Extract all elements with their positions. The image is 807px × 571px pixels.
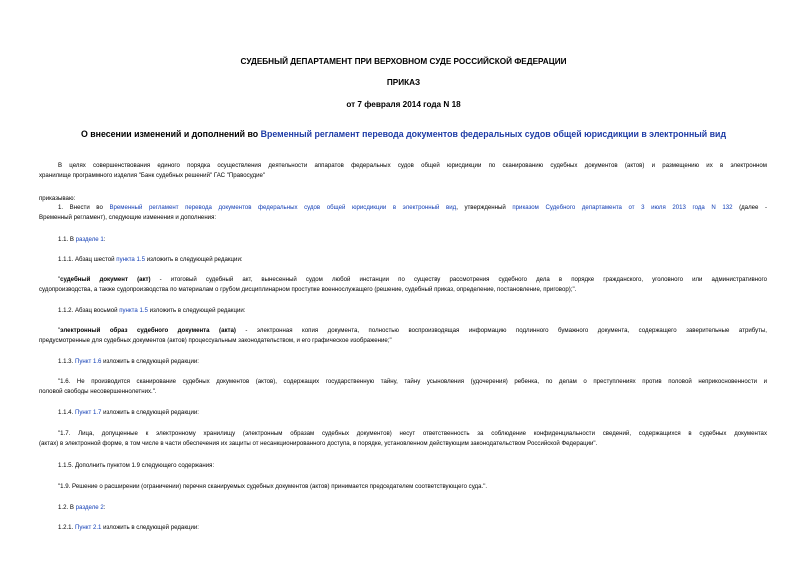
title-prefix: О внесении изменений и дополнений во bbox=[80, 129, 261, 139]
item-1-1-text-a: 1.1. В bbox=[58, 236, 76, 243]
item-1-1-4-text-b: изложить в следующей редакции: bbox=[101, 409, 199, 416]
item-1-1-4 bbox=[58, 408, 199, 418]
item-1-1-4-text-a: 1.1.4. bbox=[58, 409, 75, 416]
title-regulation-link[interactable]: Временный регламент перевода документов федеральных судов общей юрисдикции в электронный вид bbox=[260, 129, 727, 139]
point-1-6-link[interactable]: Пункт 1.6 bbox=[74, 358, 102, 365]
regulation-link[interactable]: Временный регламент перевода документов федеральных судов общей юрисдикции в электронный вид bbox=[109, 204, 457, 211]
quote-3-line-2: половой свободы несовершеннолетних.". bbox=[39, 388, 157, 395]
item-1-1-5: 1.1.5. Дополнить пунктом 1.9 следующего содержания: bbox=[58, 462, 215, 469]
quote-2-open: " bbox=[58, 327, 61, 334]
item-1-2-1 bbox=[58, 523, 199, 533]
item-1-1-2 bbox=[58, 306, 245, 316]
order-132-link[interactable]: приказом Судебного департамента от 3 июля 2013 года N 132 bbox=[512, 204, 733, 211]
item-1-2-1-text-a: 1.2.1. bbox=[58, 524, 75, 531]
point-1-5-link-2[interactable]: пункта 1.5 bbox=[119, 307, 148, 314]
quote-2-line-2: предусмотренные для судебных документов (актов) процессуальным законодательством, и его графическое изображение;" bbox=[39, 337, 392, 344]
quote-4-line-1: "1.7. Лица, допущенные к электронному хранилищу (электронным образам судебных документов) несут ответственность за соблюдение конфиденциальности сведений, содержащихся в судебных документах bbox=[58, 430, 767, 437]
document-type-heading: ПРИКАЗ bbox=[386, 78, 421, 87]
quote-1-text: - итоговый судебный акт, вынесенный судом любой инстанции по существу рассмотрения судебного дела в порядке гражданского, уголовного или административного bbox=[150, 276, 768, 283]
point-2-1-link[interactable]: Пункт 2.1 bbox=[74, 524, 102, 531]
item-1-text-b: , утвержденный bbox=[456, 204, 513, 211]
document-date-number: от 7 февраля 2014 года N 18 bbox=[346, 100, 461, 109]
section-1-link[interactable]: разделе 1 bbox=[75, 236, 104, 243]
quote-1-line-1 bbox=[58, 275, 767, 285]
item-1-1-1 bbox=[58, 255, 243, 265]
item-1-line-1 bbox=[58, 203, 767, 213]
item-1-2-text-a: 1.2. В bbox=[58, 504, 76, 511]
item-1-text-c: (далее - bbox=[732, 204, 768, 211]
item-1-2-text-b: : bbox=[103, 504, 106, 511]
item-1-1-3-text-a: 1.1.3. bbox=[58, 358, 75, 365]
quote-4-line-2: (актах) в электронной форме, в том числе в части обеспечения их защиты от несанкционированного доступа, в порядке, установленном действующим законодательством Российской Федерации". bbox=[39, 440, 598, 447]
term-electronic-image: электронный образ судебного документа (акта) bbox=[60, 327, 236, 334]
quote-1-line-2: судопроизводства, а также судопроизводства по материалам о грубом дисциплинарном проступке военнослужащего (решение, судебный приказ, определение, постановление, приговор);". bbox=[39, 286, 577, 293]
quote-3-line-1: "1.6. Не производится сканирование судебных документов (актов), содержащих государственную тайну, тайну усыновления (удочерения) ребенка, по делам о преступлениях против половой неприкосновенности и bbox=[58, 378, 767, 385]
preamble-line-2: хранилище программного изделия "Банк судебных решений" ГАС "Правосудие" bbox=[39, 172, 266, 179]
quote-2-text: - электронная копия документа, полностью воспроизводящая информацию подлинного бумажного документа, содержащего заверительные атрибуты, bbox=[235, 327, 768, 334]
point-1-7-link[interactable]: Пункт 1.7 bbox=[74, 409, 102, 416]
quote-2-line-1 bbox=[58, 326, 767, 336]
item-1-1-3 bbox=[58, 357, 199, 367]
order-word: приказываю: bbox=[39, 195, 76, 202]
item-1-1-1-text-b: изложить в следующей редакции: bbox=[145, 256, 243, 263]
quote-5: "1.9. Решение о расширении (ограничении) перечня сканируемых судебных документов (актов) принимается председателем соответствующего суда.". bbox=[58, 483, 488, 490]
item-1-1-text-b: : bbox=[103, 236, 106, 243]
item-1-2 bbox=[58, 503, 105, 513]
item-1-1-2-text-b: изложить в следующей редакции: bbox=[147, 307, 246, 314]
department-heading: СУДЕБНЫЙ ДЕПАРТАМЕНТ ПРИ ВЕРХОВНОМ СУДЕ РОССИЙСКОЙ ФЕДЕРАЦИИ bbox=[240, 57, 567, 66]
term-court-document: судебный документ (акт) bbox=[60, 276, 151, 283]
preamble-line-1: В целях совершенствования единого порядка осуществления деятельности аппаратов федеральных судов общей юрисдикции по сканированию судебных документов (актов) и размещению их в электронном bbox=[58, 162, 767, 169]
item-1-1 bbox=[58, 235, 105, 245]
quote-1-open: " bbox=[58, 276, 61, 283]
item-1-2-1-text-b: изложить в следующей редакции: bbox=[101, 524, 199, 531]
item-1-1-2-text-a: 1.1.2. Абзац восьмой bbox=[58, 307, 120, 314]
item-1-1-1-text-a: 1.1.1. Абзац шестой bbox=[58, 256, 117, 263]
item-1-1-3-text-b: изложить в следующей редакции: bbox=[101, 358, 199, 365]
item-1-line-2: Временный регламент), следующие изменения и дополнения: bbox=[39, 214, 217, 221]
document-title bbox=[0, 129, 807, 139]
item-1-text-a: 1. Внести во bbox=[58, 204, 110, 211]
point-1-5-link[interactable]: пункта 1.5 bbox=[116, 256, 145, 263]
section-2-link[interactable]: разделе 2 bbox=[75, 504, 104, 511]
